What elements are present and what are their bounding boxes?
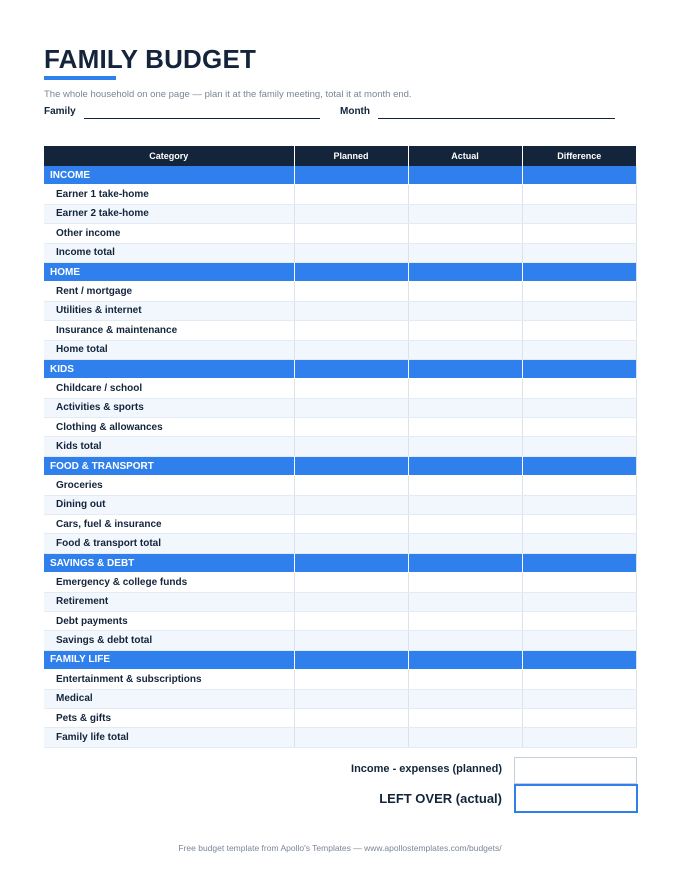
actual-cell[interactable] xyxy=(408,398,522,417)
row-label: Other income xyxy=(44,224,294,243)
actual-cell[interactable] xyxy=(408,611,522,630)
actual-cell[interactable] xyxy=(408,437,522,456)
section-header-cell xyxy=(408,262,522,281)
table-row xyxy=(44,708,636,727)
difference-cell[interactable] xyxy=(522,592,636,611)
page-title: FAMILY BUDGET xyxy=(44,44,257,74)
table-row xyxy=(44,340,636,359)
planned-cell[interactable] xyxy=(294,476,408,495)
planned-cell[interactable] xyxy=(294,611,408,630)
family-label: Family xyxy=(44,106,76,117)
row-label: Family life total xyxy=(44,728,294,747)
section-header-cell xyxy=(522,553,636,572)
planned-summary-field[interactable] xyxy=(514,757,637,784)
table-row xyxy=(44,728,636,747)
col-header-difference: Difference xyxy=(522,146,636,166)
planned-cell[interactable] xyxy=(294,670,408,689)
month-label: Month xyxy=(340,106,370,117)
family-field[interactable] xyxy=(84,118,320,119)
planned-cell[interactable] xyxy=(294,282,408,301)
col-header-planned: Planned xyxy=(294,146,408,166)
planned-cell[interactable] xyxy=(294,204,408,223)
section-header-cell xyxy=(294,456,408,475)
row-label: Activities & sports xyxy=(44,398,294,417)
planned-cell[interactable] xyxy=(294,243,408,262)
col-header-actual: Actual xyxy=(408,146,522,166)
difference-cell[interactable] xyxy=(522,708,636,727)
row-label: Cars, fuel & insurance xyxy=(44,515,294,534)
table-row xyxy=(44,592,636,611)
section-header-cell xyxy=(294,166,408,185)
table-body xyxy=(44,166,636,747)
planned-cell[interactable] xyxy=(294,398,408,417)
planned-cell[interactable] xyxy=(294,515,408,534)
section-header-cell xyxy=(408,166,522,185)
row-label: Childcare / school xyxy=(44,379,294,398)
planned-cell[interactable] xyxy=(294,495,408,514)
planned-cell[interactable] xyxy=(294,321,408,340)
difference-cell[interactable] xyxy=(522,534,636,553)
actual-cell[interactable] xyxy=(408,728,522,747)
difference-cell[interactable] xyxy=(522,224,636,243)
title-underline xyxy=(44,76,116,80)
difference-cell[interactable] xyxy=(522,301,636,320)
table-header-row xyxy=(44,146,636,166)
row-label: Rent / mortgage xyxy=(44,282,294,301)
difference-cell[interactable] xyxy=(522,515,636,534)
section-header-cell xyxy=(408,456,522,475)
difference-cell[interactable] xyxy=(522,282,636,301)
row-label: Groceries xyxy=(44,476,294,495)
difference-cell[interactable] xyxy=(522,728,636,747)
page-subtitle: The whole household on one page — plan it at the family meeting, total it at month end. xyxy=(44,89,412,100)
row-label: Income total xyxy=(44,243,294,262)
page-footer: Free budget template from Apollo's Templates — www.apollostemplates.com/budgets/ xyxy=(178,843,502,853)
planned-cell[interactable] xyxy=(294,224,408,243)
section-header-cell xyxy=(408,553,522,572)
difference-cell[interactable] xyxy=(522,418,636,437)
section-header-row xyxy=(44,553,636,572)
row-label: Pets & gifts xyxy=(44,708,294,727)
actual-cell[interactable] xyxy=(408,708,522,727)
actual-cell[interactable] xyxy=(408,534,522,553)
budget-table xyxy=(44,146,637,748)
section-header-cell xyxy=(522,456,636,475)
actual-cell[interactable] xyxy=(408,321,522,340)
table-row xyxy=(44,398,636,417)
actual-cell[interactable] xyxy=(408,418,522,437)
table-row xyxy=(44,534,636,553)
table-row xyxy=(44,495,636,514)
section-header-cell xyxy=(294,650,408,669)
row-label: Debt payments xyxy=(44,611,294,630)
planned-cell[interactable] xyxy=(294,631,408,650)
row-label: Clothing & allowances xyxy=(44,418,294,437)
section-header-cell xyxy=(522,166,636,185)
section-header-cell xyxy=(294,553,408,572)
section-title: SAVINGS & DEBT xyxy=(44,553,294,572)
actual-cell[interactable] xyxy=(408,573,522,592)
difference-cell[interactable] xyxy=(522,379,636,398)
planned-cell[interactable] xyxy=(294,379,408,398)
table-row xyxy=(44,224,636,243)
planned-cell[interactable] xyxy=(294,185,408,204)
actual-cell[interactable] xyxy=(408,515,522,534)
difference-cell[interactable] xyxy=(522,321,636,340)
table-row xyxy=(44,321,636,340)
planned-cell[interactable] xyxy=(294,728,408,747)
planned-cell[interactable] xyxy=(294,689,408,708)
actual-cell[interactable] xyxy=(408,495,522,514)
row-label: Food & transport total xyxy=(44,534,294,553)
table-row xyxy=(44,243,636,262)
col-header-category: Category xyxy=(44,146,294,166)
table-row xyxy=(44,301,636,320)
section-header-row xyxy=(44,166,636,185)
section-header-cell xyxy=(522,650,636,669)
difference-cell[interactable] xyxy=(522,631,636,650)
row-label: Insurance & maintenance xyxy=(44,321,294,340)
row-label: Retirement xyxy=(44,592,294,611)
actual-cell[interactable] xyxy=(408,689,522,708)
row-label: Earner 2 take-home xyxy=(44,204,294,223)
table-row xyxy=(44,282,636,301)
actual-cell[interactable] xyxy=(408,301,522,320)
section-header-cell xyxy=(408,359,522,378)
actual-cell[interactable] xyxy=(408,670,522,689)
actual-cell[interactable] xyxy=(408,185,522,204)
difference-cell[interactable] xyxy=(522,670,636,689)
meta-fields xyxy=(44,106,636,120)
section-header-cell xyxy=(408,650,522,669)
table-row xyxy=(44,631,636,650)
difference-cell[interactable] xyxy=(522,185,636,204)
planned-summary-label: Income - expenses (planned) xyxy=(351,763,502,775)
section-header-row xyxy=(44,359,636,378)
section-header-cell xyxy=(294,359,408,378)
row-label: Dining out xyxy=(44,495,294,514)
difference-cell[interactable] xyxy=(522,476,636,495)
table-row xyxy=(44,204,636,223)
section-header-cell xyxy=(522,262,636,281)
section-header-row xyxy=(44,262,636,281)
planned-cell[interactable] xyxy=(294,573,408,592)
table-row xyxy=(44,670,636,689)
planned-cell[interactable] xyxy=(294,534,408,553)
actual-cell[interactable] xyxy=(408,592,522,611)
planned-cell[interactable] xyxy=(294,708,408,727)
row-label: Utilities & internet xyxy=(44,301,294,320)
section-title: FAMILY LIFE xyxy=(44,650,294,669)
section-header-row xyxy=(44,650,636,669)
planned-cell[interactable] xyxy=(294,301,408,320)
difference-cell[interactable] xyxy=(522,611,636,630)
table-row xyxy=(44,689,636,708)
section-title: FOOD & TRANSPORT xyxy=(44,456,294,475)
section-title: HOME xyxy=(44,262,294,281)
difference-cell[interactable] xyxy=(522,243,636,262)
section-header-row xyxy=(44,456,636,475)
difference-cell[interactable] xyxy=(522,204,636,223)
table-row xyxy=(44,437,636,456)
section-header-cell xyxy=(294,262,408,281)
difference-cell[interactable] xyxy=(522,689,636,708)
row-label: Earner 1 take-home xyxy=(44,185,294,204)
table-row xyxy=(44,185,636,204)
actual-cell[interactable] xyxy=(408,340,522,359)
table-row xyxy=(44,573,636,592)
table-row xyxy=(44,476,636,495)
actual-leftover-label: LEFT OVER (actual) xyxy=(379,791,502,806)
table-row xyxy=(44,418,636,437)
row-label: Entertainment & subscriptions xyxy=(44,670,294,689)
planned-cell[interactable] xyxy=(294,592,408,611)
actual-cell[interactable] xyxy=(408,204,522,223)
row-label: Emergency & college funds xyxy=(44,573,294,592)
actual-cell[interactable] xyxy=(408,282,522,301)
row-label: Savings & debt total xyxy=(44,631,294,650)
difference-cell[interactable] xyxy=(522,340,636,359)
actual-cell[interactable] xyxy=(408,476,522,495)
section-title: INCOME xyxy=(44,166,294,185)
table-row xyxy=(44,379,636,398)
actual-cell[interactable] xyxy=(408,631,522,650)
planned-cell[interactable] xyxy=(294,437,408,456)
planned-cell[interactable] xyxy=(294,418,408,437)
table-row xyxy=(44,515,636,534)
row-label: Medical xyxy=(44,689,294,708)
row-label: Home total xyxy=(44,340,294,359)
table-row xyxy=(44,611,636,630)
difference-cell[interactable] xyxy=(522,495,636,514)
actual-cell[interactable] xyxy=(408,224,522,243)
month-field[interactable] xyxy=(378,118,615,119)
section-header-cell xyxy=(522,359,636,378)
row-label: Kids total xyxy=(44,437,294,456)
section-title: KIDS xyxy=(44,359,294,378)
planned-cell[interactable] xyxy=(294,340,408,359)
actual-cell[interactable] xyxy=(408,379,522,398)
actual-cell[interactable] xyxy=(408,243,522,262)
difference-cell[interactable] xyxy=(522,573,636,592)
difference-cell[interactable] xyxy=(522,437,636,456)
difference-cell[interactable] xyxy=(522,398,636,417)
actual-leftover-field[interactable] xyxy=(514,784,638,813)
